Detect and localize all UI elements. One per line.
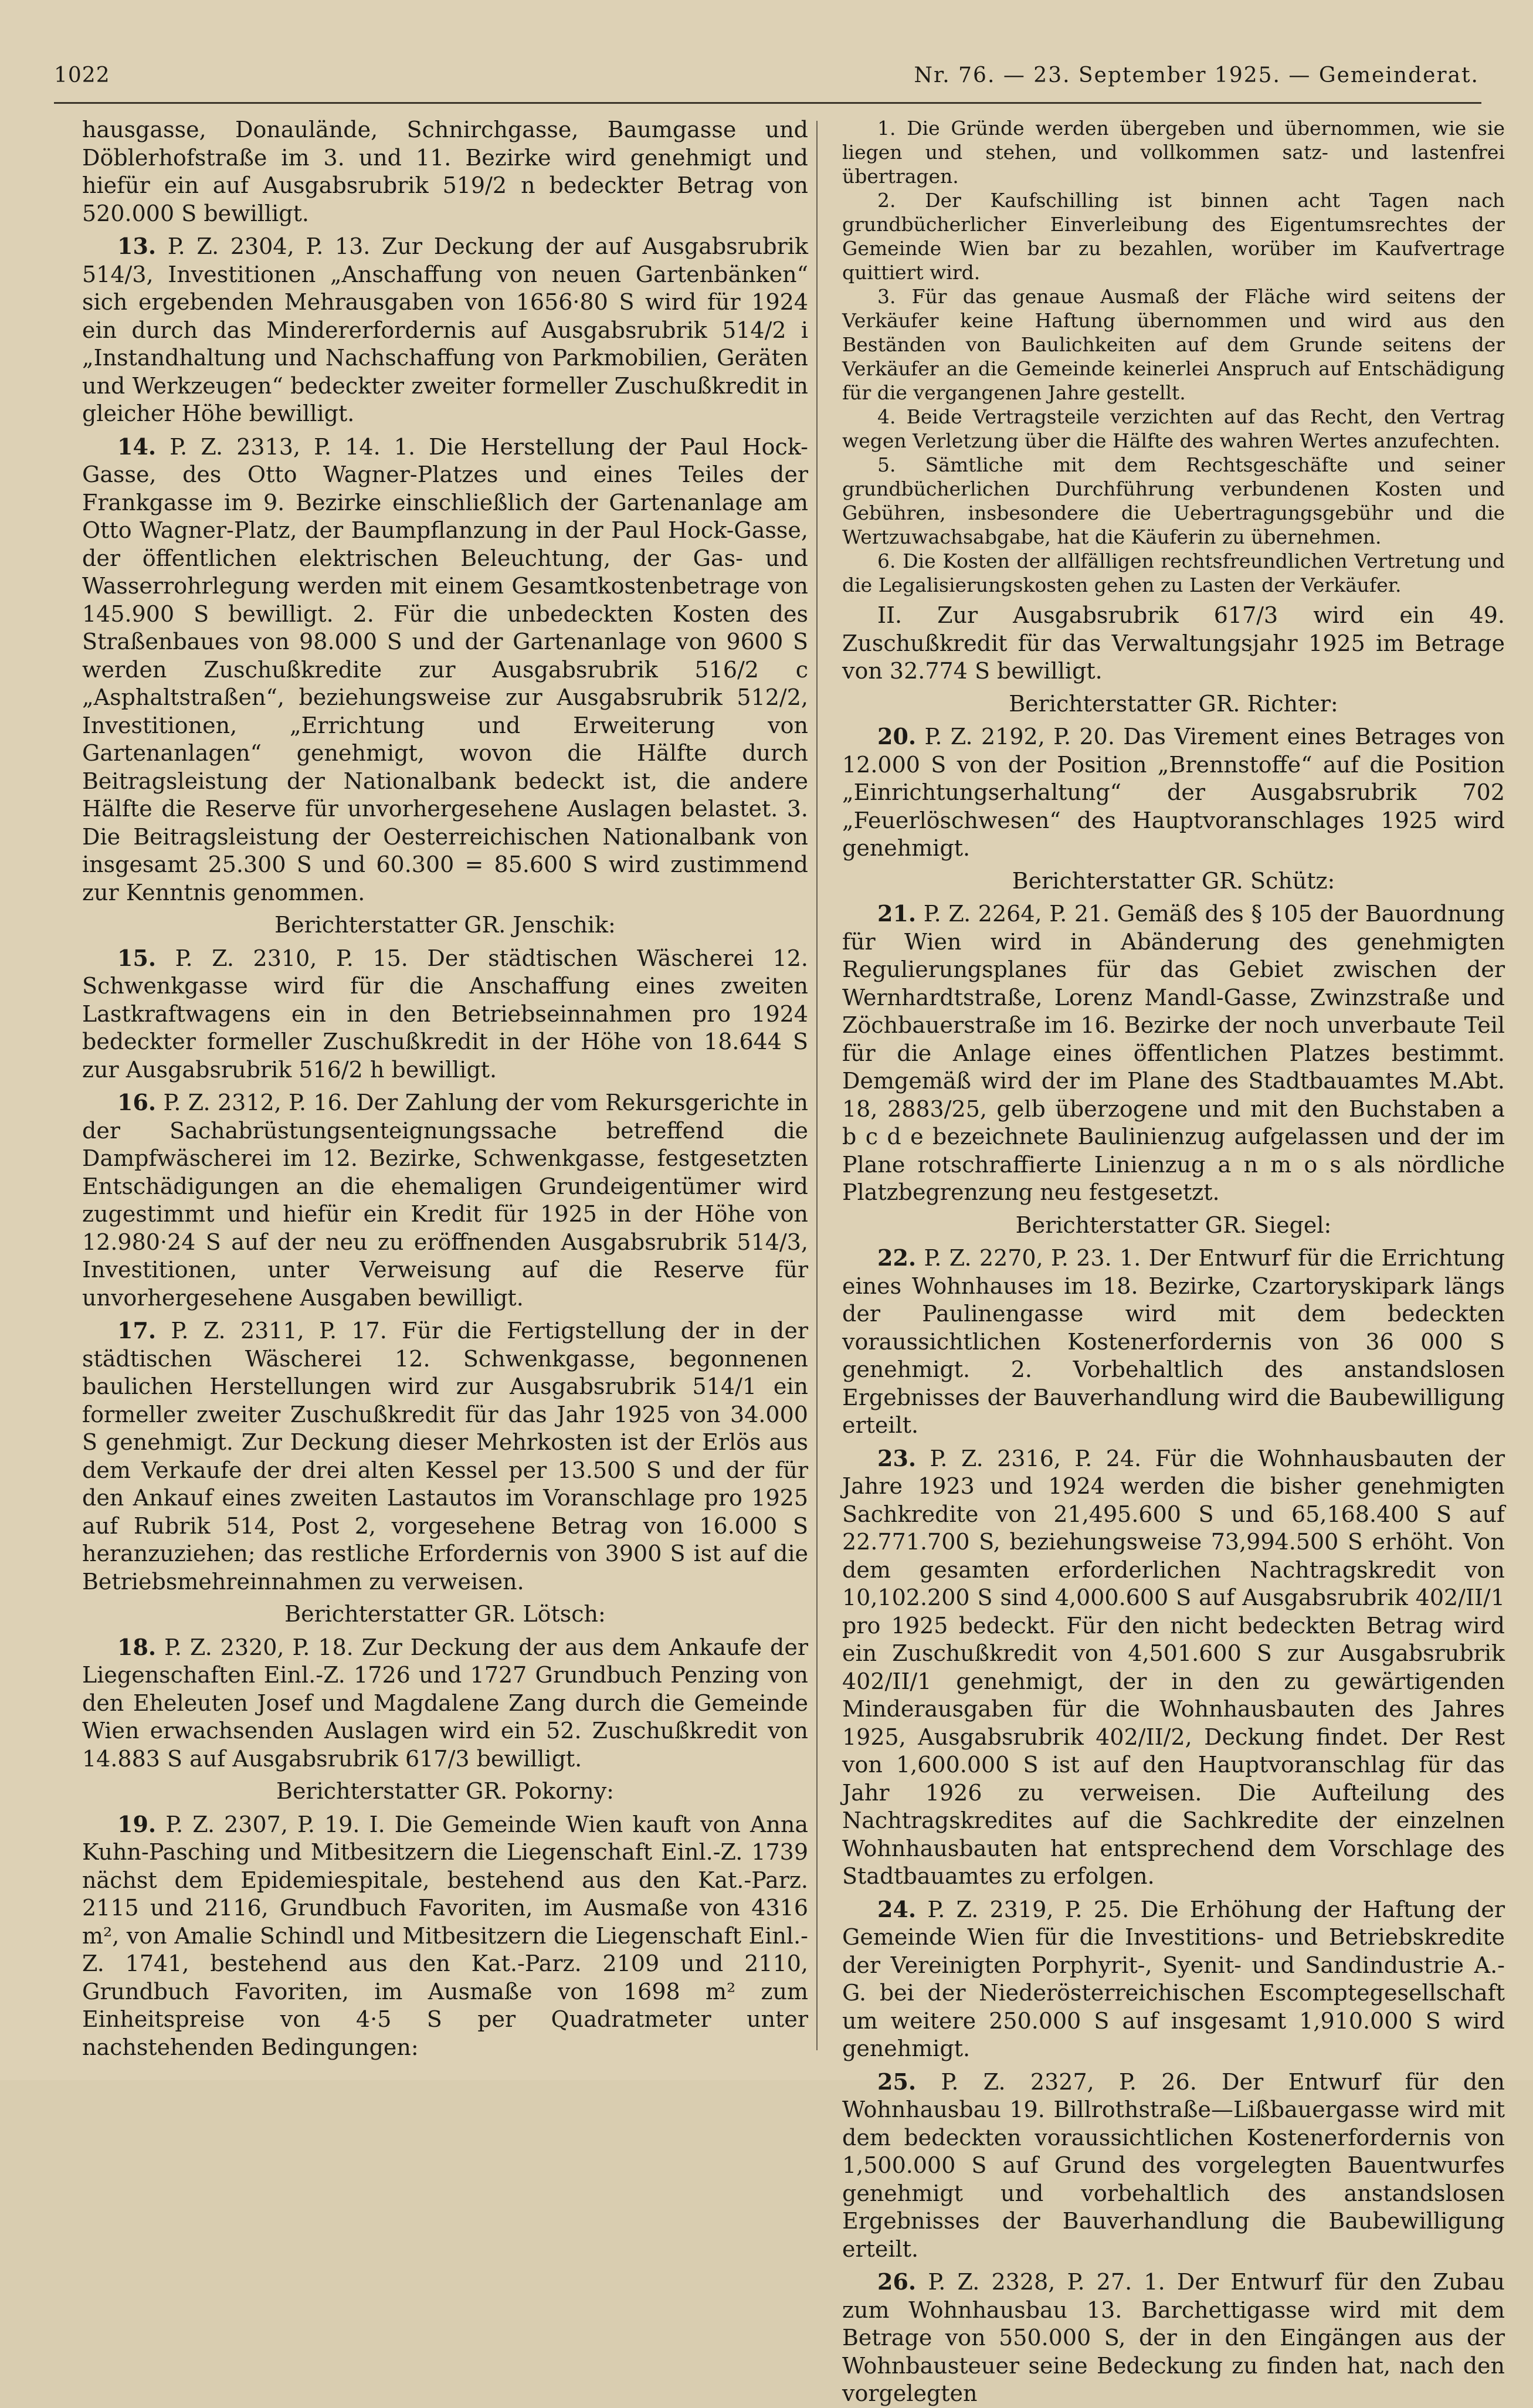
item-number: 13.	[117, 233, 157, 259]
paragraph-text: 1. Die Gründe werden übergeben und übernommen, wie sie liegen und stehen, und vollkommen satz- und lastenfrei übertragen.	[842, 117, 1505, 188]
agenda-paragraph	[82, 1810, 808, 2062]
agenda-paragraph	[82, 1317, 808, 1596]
paragraph-text: P. Z. 2313, P. 14. 1. Die Herstellung der Paul Hock-Gasse, des Otto Wagner-Platzes und eines Teiles der Frankgasse im 9. Bezirke einschließlich der Gartenanlage am Otto Wagner-Platz, der Baumpflanzung in der Paul Hock-Gasse, der öffentlichen elektrischen Beleuchtung, der Gas- und Wasserrohrlegung werden mit einem Gesamtkostenbetrage von 145.900 S bewilligt. 2. Für die unbedeckten Kosten des Straßenbaues von 98.000 S und der Gartenanlage von 9600 S werden Zuschußkredite zur Ausgabsrubrik 516/2 c „Asphaltstraßen“, beziehungsweise zur Ausgabsrubrik 512/2, Investitionen, „Errichtung und Erweiterung von Gartenanlagen“ genehmigt, wovon die Hälfte durch Beitragsleistung der Nationalbank bedeckt ist, die andere Hälfte die Reserve für unvorhergesehene Auslagen belastet. 3. Die Beitragsleistung der Oesterreichischen Nationalbank von insgesamt 25.300 S und 60.300 = 85.600 S wird zustimmend zur Kenntnis genommen.	[82, 433, 808, 905]
page-number: 1022	[54, 63, 110, 87]
paragraph-text: II. Zur Ausgabsrubrik 617/3 wird ein 49. Zuschußkredit für das Verwaltungsjahr 1925 im Betrage von 32.774 S bewilligt.	[842, 602, 1505, 684]
item-number: 25.	[877, 2068, 917, 2095]
condition-item	[842, 453, 1505, 549]
paragraph-text: Berichterstatter GR. Jenschik:	[274, 912, 616, 938]
item-number: 22.	[877, 1244, 917, 1271]
agenda-paragraph	[82, 232, 808, 428]
paragraph-text: P. Z. 2307, P. 19. I. Die Gemeinde Wien kauft von Anna Kuhn-Pasching und Mitbesitzern die Liegenschaft Einl.-Z. 1739 nächst dem Epidemiespitale, bestehend aus den Kat.-Parz. 2115 und 2116, Grundbuch Favoriten, im Ausmaße von 4316 m², von Amalie Schindl und Mitbesitzern die Liegenschaft Einl.-Z. 1741, bestehend aus den Kat.-Parz. 2109 und 2110, Grundbuch Favoriten, im Ausmaße von 1698 m² zum Einheitspreise von 4·5 S per Quadratmeter unter nachstehenden Bedingungen:	[82, 1811, 808, 2060]
paragraph-text: P. Z. 2264, P. 21. Gemäß des § 105 der Bauordnung für Wien wird in Abänderung des genehmigten Regulierungsplanes für das Gebiet zwischen der Wernhardtstraße, Lorenz Mandl-Gasse, Zwinzstraße und Zöchbauerstraße im 16. Bezirke der noch unverbaute Teil für die Anlage eines öffentlichen Platzes bestimmt. Demgemäß wird der im Plane des Stadtbauamtes M.Abt. 18, 2883/25, gelb überzogene und mit den Buchstaben a b c d e bezeichnete Baulinienzug aufgelassen und der im Plane rotschraffierte Linienzug a n m o s als nördliche Platzbegrenzung neu festgesetzt.	[842, 901, 1505, 1205]
paragraph-text: 3. Für das genaue Ausmaß der Fläche wird seitens der Verkäufer keine Haftung übernommen und wird aus den Beständen von Baulichkeiten auf dem Grunde seitens der Verkäufer an die Gemeinde keinerlei Anspruch auf Entschädigung für die vergangenen Jahre gestellt.	[842, 285, 1505, 404]
paragraph-text: P. Z. 2312, P. 16. Der Zahlung der vom Rekursgerichte in der Sachabrüstungsenteignungssache betreffend die Dampfwäscherei im 12. Bezirke, Schwenkgasse, festgesetzten Entschädigungen an die ehemaligen Grundeigentümer wird zugestimmt und hiefür ein Kredit für 1925 in der Höhe von 12.980·24 S auf der neu zu eröffnenden Ausgabsrubrik 514/3, Investitionen, unter Verweisung auf die Reserve für unvorhergesehene Ausgaben bewilligt.	[82, 1090, 808, 1311]
paragraph-text: P. Z. 2310, P. 15. Der städtischen Wäscherei 12. Schwenkgasse wird für die Anschaffung eines zweiten Lastkraftwagens ein in den Betriebseinnahmen pro 1924 bedeckter formeller Zuschußkredit in der Höhe von 18.644 S zur Ausgabsrubrik 516/2 h bewilligt.	[82, 945, 808, 1083]
item-number: 15.	[117, 944, 157, 971]
agenda-paragraph	[82, 944, 808, 1084]
condition-item	[842, 405, 1505, 453]
condition-item	[842, 284, 1505, 405]
agenda-paragraph	[842, 602, 1505, 686]
paragraph-text: P. Z. 2320, P. 18. Zur Deckung der aus dem Ankaufe der Liegenschaften Einl.-Z. 1726 und 1727 Grundbuch Penzing von den Eheleuten Josef und Magdalene Zang durch die Gemeinde Wien erwachsenden Auslagen wird ein 52. Zuschußkredit von 14.883 S auf Ausgabsrubrik 617/3 bewilligt.	[82, 1634, 808, 1772]
running-title: Nr. 76. — 23. September 1925. — Gemeinderat.	[914, 63, 1479, 87]
agenda-paragraph	[842, 2268, 1505, 2408]
speaker-heading	[82, 1778, 808, 1806]
speaker-heading	[82, 911, 808, 940]
paragraph-text: 2. Der Kaufschilling ist binnen acht Tagen nach grundbücherlicher Einverleibung des Eigentumsrechtes der Gemeinde Wien bar zu bezahlen, worüber im Kaufvertrage quittiert wird.	[842, 189, 1505, 284]
agenda-paragraph	[842, 1895, 1505, 2063]
page-header	[54, 63, 1479, 99]
speaker-heading	[82, 1600, 808, 1629]
condition-item	[842, 549, 1505, 597]
agenda-paragraph	[842, 1444, 1505, 1891]
paragraph-text: 5. Sämtliche mit dem Rechtsgeschäfte und seiner grundbücherlichen Durchführung verbundenen Kosten und Gebühren, insbesondere die Uebertragungsgebühr und die Wertzuwachsabgabe, hat die Käuferin zu übernehmen.	[842, 453, 1505, 548]
speaker-heading	[842, 867, 1505, 896]
speaker-heading	[842, 690, 1505, 718]
condition-item	[842, 188, 1505, 284]
agenda-paragraph	[842, 2068, 1505, 2264]
right-column	[842, 116, 1505, 2408]
agenda-paragraph	[842, 1244, 1505, 1440]
paragraph-text: P. Z. 2316, P. 24. Für die Wohnhausbauten der Jahre 1923 und 1924 werden die bisher genehmigten Sachkredite von 21,495.600 S und 65,168.400 S auf 22.771.700 S, beziehungsweise 73,994.500 S erhöht. Von dem gesamten erforderlichen Nachtragskredit von 10,102.200 S sind 4,000.600 S auf Ausgabsrubrik 402/II/1 pro 1925 bedeckt. Für den nicht bedeckten Betrag wird ein Zuschußkredit von 4,501.600 S zur Ausgabsrubrik 402/II/1 genehmigt, der in den zu gewärtigenden Minderausgaben für die Wohnhausbauten des Jahres 1925, Ausgabsrubrik 402/II/2, Deckung findet. Der Rest von 1,600.000 S ist auf den Hauptvoranschlag für das Jahr 1926 zu verweisen. Die Aufteilung des Nachtragskredites auf die Sachkredite der einzelnen Wohnhausbauten hat entsprechend dem Vorschlage des Stadtbauamtes zu erfolgen.	[842, 1445, 1505, 1889]
item-number: 21.	[877, 900, 917, 927]
column-divider	[816, 121, 818, 2050]
item-number: 17.	[117, 1317, 157, 1344]
paragraph-text: Berichterstatter GR. Pokorny:	[276, 1778, 614, 1804]
paragraph-text: P. Z. 2319, P. 25. Die Erhöhung der Haftung der Gemeinde Wien für die Investitions- und Betriebskredite der Vereinigten Porphyrit-, Syenit- und Sandindustrie A.-G. bei der Niederösterreichischen Escomptegesellschaft um weitere 250.000 S auf insgesamt 1,910.000 S wird genehmigt.	[842, 1896, 1505, 2061]
agenda-paragraph	[82, 1633, 808, 1773]
paragraph-text: P. Z. 2311, P. 17. Für die Fertigstellung der in der städtischen Wäscherei 12. Schwenkgasse, begonnenen baulichen Herstellungen wird zur Ausgabsrubrik 514/1 ein formeller zweiter Zuschußkredit für das Jahr 1925 von 34.000 S genehmigt. Zur Deckung dieser Mehrkosten ist der Erlös aus dem Verkaufe der drei alten Kessel per 13.500 S und der für den Ankauf eines zweiten Lastautos im Voranschlage pro 1925 auf Rubrik 514, Post 2, vorgesehene Betrag von 16.000 S heranzuziehen; das restliche Erfordernis von 3900 S ist auf die Betriebsmehreinnahmen zu verweisen.	[82, 1318, 808, 1595]
paragraph-text: P. Z. 2270, P. 23. 1. Der Entwurf für die Errichtung eines Wohnhauses im 18. Bezirke, Czartoryskipark längs der Paulinengasse wird mit dem bedeckten voraussichtlichen Kostenerfordernis von 36 000 S genehmigt. 2. Vorbehaltlich des anstandslosen Ergebnisses der Bauverhandlung wird die Baubewilligung erteilt.	[842, 1245, 1505, 1438]
paragraph-text: P. Z. 2304, P. 13. Zur Deckung der auf Ausgabsrubrik 514/3, Investitionen „Anschaffung von neuen Gartenbänken“ sich ergebenden Mehrausgaben von 1656·80 S wird für 1924 ein durch das Mindererfordernis auf Ausgabsrubrik 514/2 i „Instandhaltung und Nachschaffung von Parkmobilien, Geräten und Werkzeugen“ bedeckter zweiter formeller Zuschußkredit in gleicher Höhe bewilligt.	[82, 233, 808, 426]
item-number: 18.	[117, 1633, 157, 1660]
paragraph-text: 4. Beide Vertragsteile verzichten auf das Recht, den Vertrag wegen Verletzung über die Hälfte des wahren Wertes anzufechten.	[842, 405, 1505, 452]
item-number: 16.	[117, 1089, 157, 1115]
paragraph-text: Berichterstatter GR. Schütz:	[1012, 867, 1335, 894]
paragraph-text: Berichterstatter GR. Richter:	[1009, 690, 1338, 717]
speaker-heading	[842, 1212, 1505, 1240]
condition-item	[842, 116, 1505, 188]
paragraph-text: Berichterstatter GR. Siegel:	[1015, 1212, 1332, 1238]
item-number: 14.	[117, 433, 157, 460]
paragraph-text: P. Z. 2328, P. 27. 1. Der Entwurf für den Zubau zum Wohnhausbau 13. Barchettigasse wird mit dem Betrage von 550.000 S, der in den Eingängen aus der Wohnbausteuer seine Bedeckung zu finden hat, nach den vorgelegten	[842, 2269, 1505, 2406]
item-number: 19.	[117, 1810, 157, 1837]
item-number: 26.	[877, 2268, 917, 2295]
agenda-paragraph	[842, 723, 1505, 863]
item-number: 23.	[877, 1444, 917, 1471]
header-rule	[54, 102, 1481, 104]
agenda-paragraph	[82, 1088, 808, 1312]
paragraph-text: 6. Die Kosten der allfälligen rechtsfreundlichen Vertretung und die Legalisierungskosten gehen zu Lasten der Verkäufer.	[842, 550, 1505, 596]
agenda-paragraph	[82, 116, 808, 228]
agenda-paragraph	[82, 433, 808, 907]
paragraph-text: P. Z. 2327, P. 26. Der Entwurf für den Wohnhausbau 19. Billrothstraße—Lißbauergasse wird mit dem bedeckten voraussichtlichen Kostenerfordernis von 1,500.000 S auf Grund des vorgelegten Bauentwurfes genehmigt und vorbehaltlich des anstandslosen Ergebnisses der Bauverhandlung die Baubewilligung erteilt.	[842, 2068, 1505, 2262]
item-number: 20.	[877, 723, 917, 749]
paragraph-text: hausgasse, Donaulände, Schnirchgasse, Baumgasse und Döblerhofstraße im 3. und 11. Bezirke wird genehmigt und hiefür ein auf Ausgabsrubrik 519/2 n bedeckter Betrag von 520.000 S bewilligt.	[82, 117, 808, 226]
paragraph-text: Berichterstatter GR. Lötsch:	[284, 1601, 606, 1627]
left-column	[82, 116, 808, 2061]
agenda-paragraph	[842, 900, 1505, 1207]
item-number: 24.	[877, 1895, 917, 1922]
paragraph-text: P. Z. 2192, P. 20. Das Virement eines Betrages von 12.000 S von der Position „Brennstoffe“ auf die Position „Einrichtungserhaltung“ der Ausgabsrubrik 702 „Feuerlöschwesen“ des Hauptvoranschlages 1925 wird genehmigt.	[842, 724, 1505, 861]
